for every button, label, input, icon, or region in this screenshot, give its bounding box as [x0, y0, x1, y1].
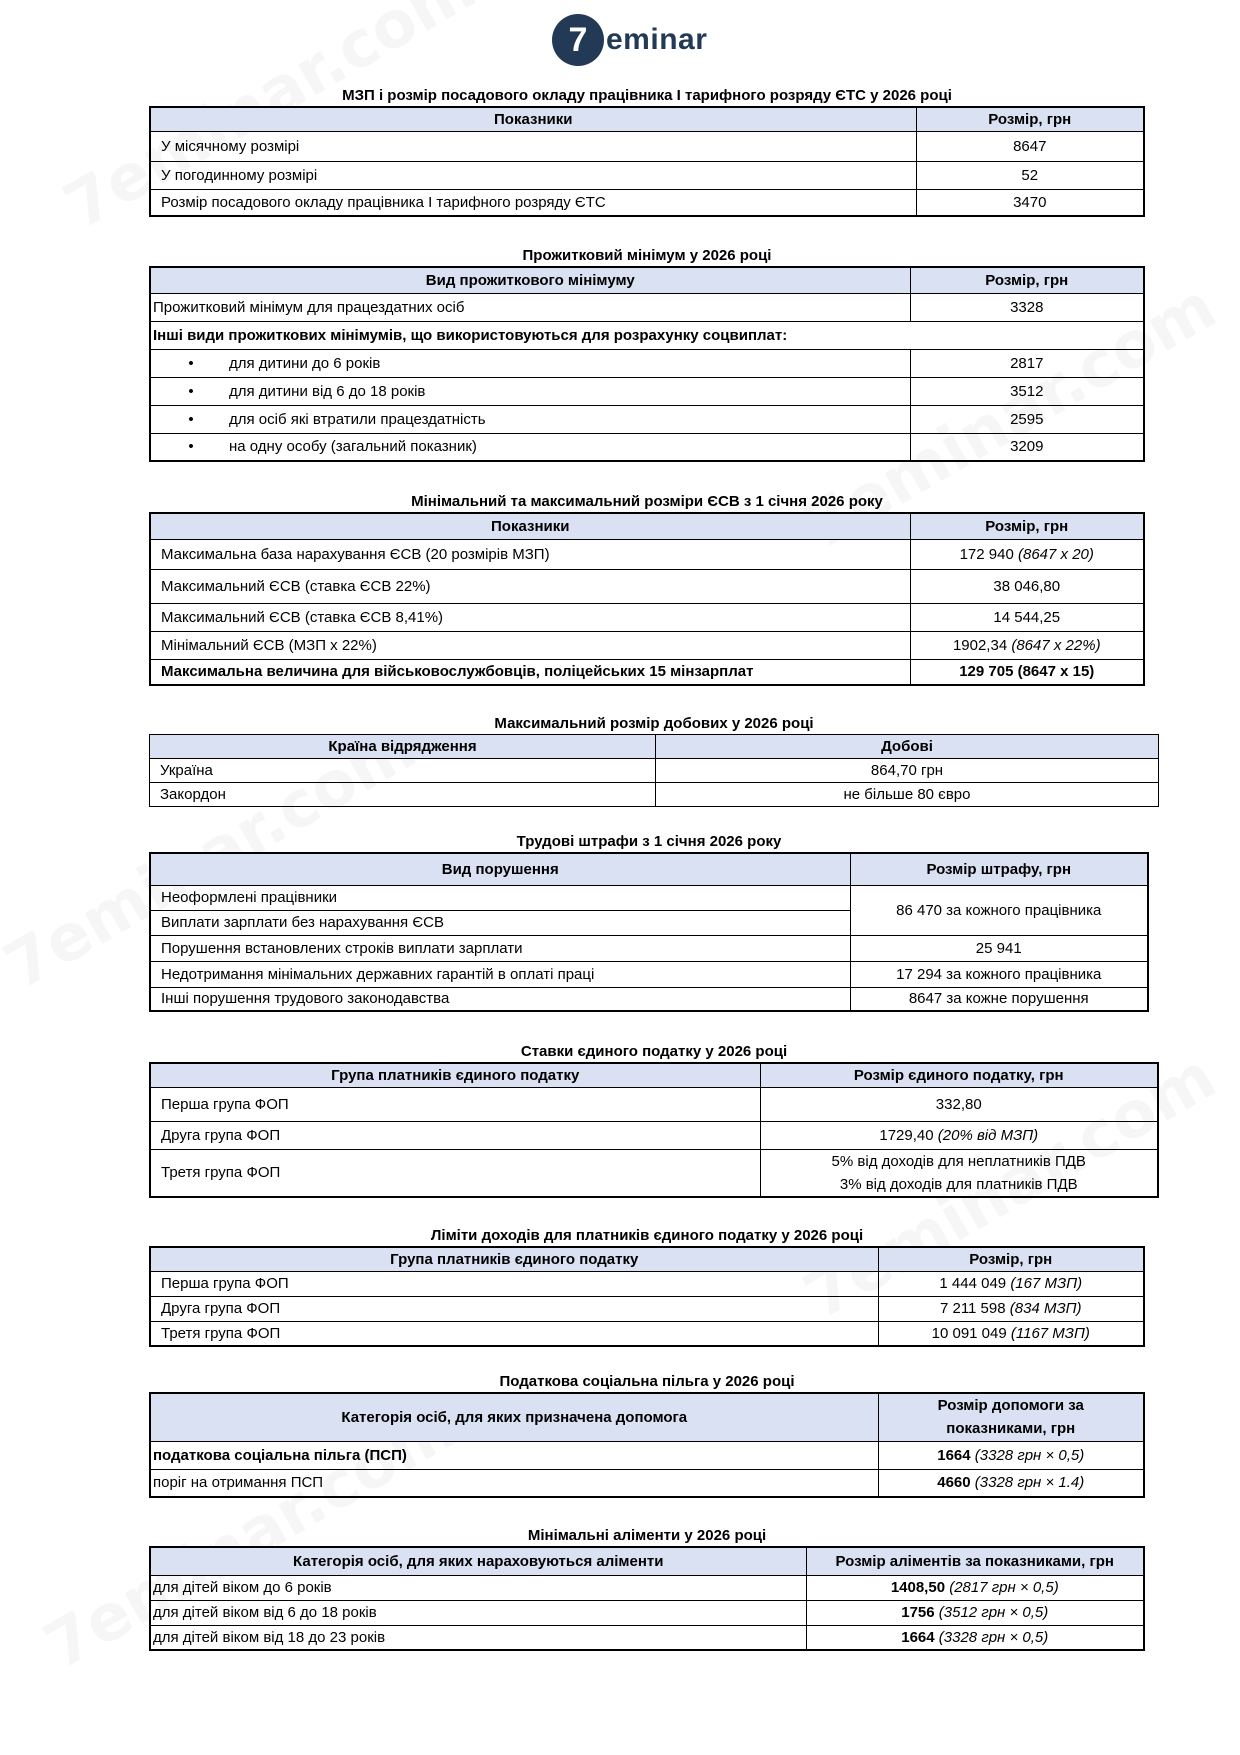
- column-header: Показники: [150, 107, 916, 131]
- column-header: Країна відрядження: [150, 735, 656, 759]
- table-row: [150, 1575, 1144, 1600]
- row-note: (834 МЗП): [1009, 1300, 1082, 1317]
- column-header: Розмір, грн: [910, 267, 1144, 293]
- row-label: Україна: [150, 759, 656, 783]
- row-value: 3328: [910, 293, 1144, 321]
- row-value-line: 3% від доходів для платників ПДВ: [839, 1175, 1078, 1193]
- column-header: Група платників єдиного податку: [150, 1063, 760, 1087]
- table-row: [150, 1087, 1158, 1121]
- row-note: (167 МЗП): [1010, 1275, 1083, 1292]
- row-label: Максимальна величина для військовослужбовців, поліцейських 15 мінзарплат: [150, 659, 910, 685]
- row-note: (2817 грн × 0,5): [949, 1579, 1059, 1596]
- row-value: 1756: [901, 1604, 935, 1621]
- row-value: 38 046,80: [910, 569, 1144, 603]
- section-title: Мінімальний та максимальний розміри ЄСВ з 1 січня 2026 року: [411, 493, 883, 510]
- section-daily-allowance: [149, 712, 1159, 807]
- section-title: Прожитковий мінімум у 2026 році: [522, 247, 772, 264]
- row-label: Закордон: [150, 783, 656, 807]
- row-label: Максимальна база нарахування ЄСВ (20 розмірів МЗП): [150, 539, 910, 569]
- table-row: [150, 961, 1148, 987]
- row-note: (8647 х 20): [1018, 545, 1094, 563]
- daily-allowance-table: [149, 734, 1159, 807]
- row-value: 864,70 грн: [656, 759, 1159, 783]
- row-value: 8647 за кожне порушення: [850, 987, 1148, 1011]
- table-row: [150, 293, 1144, 321]
- row-label: для дитини від 6 до 18 років: [229, 382, 426, 400]
- logo-text: eminar: [606, 23, 708, 56]
- table-row: [150, 935, 1148, 961]
- row-label: Максимальний ЄСВ (ставка ЄСВ 22%): [150, 569, 910, 603]
- table-row: [150, 189, 1144, 216]
- column-header: Вид порушення: [150, 853, 850, 885]
- row-label: для осіб які втратили працездатність: [229, 410, 486, 428]
- table-row: [150, 569, 1144, 603]
- table-row: [150, 1600, 1144, 1625]
- row-value: 1902,34: [952, 636, 1008, 654]
- bullet: •: [188, 354, 194, 372]
- row-value: 25 941: [850, 935, 1148, 961]
- row-label: Порушення встановлених строків виплати зарплати: [150, 935, 850, 961]
- single-tax-rates-table: [149, 1062, 1159, 1198]
- row-value: 332,80: [760, 1087, 1158, 1121]
- row-value: 1664: [937, 1446, 971, 1464]
- column-header: Вид прожиткового мінімуму: [150, 267, 910, 293]
- section-single-tax-rates: [149, 1040, 1159, 1198]
- row-note: (1167 МЗП): [1010, 1324, 1090, 1342]
- row-value-line: 5% від доходів для неплатників ПДВ: [831, 1152, 1086, 1170]
- table-row: [150, 131, 1144, 161]
- table-row: [150, 603, 1144, 631]
- row-label: для дітей віком від 18 до 23 років: [150, 1625, 806, 1650]
- row-value: 2595: [910, 405, 1144, 433]
- column-header: Показники: [150, 513, 910, 539]
- row-label: Мінімальний ЄСВ (МЗП х 22%): [150, 631, 910, 659]
- table-row: [150, 783, 1159, 807]
- section-title: Ліміти доходів для платників єдиного податку у 2026 році: [430, 1227, 864, 1244]
- column-header-line: Розмір допомоги за: [937, 1397, 1084, 1415]
- row-value: 1664: [901, 1628, 935, 1646]
- subsistence-minimum-table: [149, 266, 1145, 462]
- section-title: МЗП і розмір посадового окладу працівника І тарифного розряду ЄТС у 2026 році: [342, 87, 952, 104]
- row-value: 8647: [916, 131, 1144, 161]
- row-label: Третя група ФОП: [150, 1149, 760, 1197]
- bullet: •: [188, 410, 194, 428]
- table-row: [150, 1121, 1158, 1149]
- table-row: [150, 1296, 1144, 1321]
- section-labor-fines: [149, 830, 1149, 1012]
- table-row: [150, 1149, 1158, 1197]
- row-value: 1 444 049: [939, 1275, 1007, 1292]
- logo-mark: 7: [552, 14, 604, 66]
- column-header: Розмір, грн: [910, 513, 1144, 539]
- column-header: Розмір штрафу, грн: [850, 853, 1148, 885]
- row-label: Недотримання мінімальних державних гарантій в оплаті праці: [150, 961, 850, 987]
- row-label: Перша група ФОП: [150, 1087, 760, 1121]
- row-label: податкова соціальна пільга (ПСП): [150, 1441, 878, 1469]
- section-minimum-wage: [149, 84, 1145, 217]
- row-value: 129 705 (8647 х 15): [910, 659, 1144, 685]
- row-value: 10 091 049: [931, 1324, 1007, 1342]
- table-row: [150, 885, 1148, 910]
- row-value: 172 940: [959, 545, 1014, 563]
- income-limits-table: [149, 1246, 1145, 1347]
- table-row: [150, 161, 1144, 189]
- table-row: [150, 433, 1144, 461]
- row-label: Третя група ФОП: [150, 1321, 878, 1346]
- row-note: (3328 грн × 1.4): [974, 1474, 1085, 1492]
- section-title: Трудові штрафи з 1 січня 2026 року: [516, 833, 782, 850]
- section-title: Максимальний розмір добових у 2026 році: [494, 715, 814, 732]
- column-header: Розмір, грн: [878, 1247, 1144, 1271]
- column-header: Категорія осіб, для яких нараховуються аліменти: [150, 1547, 806, 1575]
- table-row: [150, 1321, 1144, 1346]
- row-label: У місячному розмірі: [150, 131, 916, 161]
- row-value: 17 294 за кожного працівника: [850, 961, 1148, 987]
- row-label: Неоформлені працівники: [150, 885, 850, 910]
- row-value: 3470: [916, 189, 1144, 216]
- column-header: Добові: [656, 735, 1159, 759]
- esv-table: [149, 512, 1145, 686]
- row-value: 1729,40: [879, 1126, 934, 1144]
- bullet: •: [188, 438, 194, 456]
- table-row: [150, 659, 1144, 685]
- row-note: (3512 грн × 0,5): [938, 1604, 1049, 1621]
- row-value: 7 211 598: [939, 1300, 1006, 1317]
- row-label: Виплати зарплати без нарахування ЄСВ: [150, 910, 850, 935]
- row-label: Прожитковий мінімум для працездатних осіб: [150, 293, 910, 321]
- logo: [552, 14, 707, 66]
- row-label: У погодинному розмірі: [150, 161, 916, 189]
- table-row: [150, 321, 1144, 349]
- row-label: на одну особу (загальний показник): [229, 438, 477, 456]
- minimum-wage-table: [149, 106, 1145, 217]
- table-row: [150, 631, 1144, 659]
- row-label: поріг на отримання ПСП: [150, 1469, 878, 1497]
- row-label: для дитини до 6 років: [229, 354, 381, 372]
- labor-fines-table: [149, 852, 1149, 1012]
- section-income-limits: [149, 1224, 1145, 1347]
- row-value: 3209: [910, 433, 1144, 461]
- table-row: [150, 1625, 1144, 1650]
- table-row: [150, 1271, 1144, 1296]
- table-row: [150, 405, 1144, 433]
- section-title: Мінімальні аліменти у 2026 році: [527, 1527, 767, 1544]
- row-label: Розмір посадового окладу працівника І тарифного розряду ЄТС: [150, 189, 916, 216]
- table-row: [150, 377, 1144, 405]
- row-label: для дітей віком від 6 до 18 років: [150, 1600, 806, 1625]
- column-header-line: показниками, грн: [946, 1420, 1076, 1438]
- row-value: 3512: [910, 377, 1144, 405]
- row-note: (3328 грн × 0,5): [974, 1446, 1085, 1464]
- bullet: •: [188, 382, 194, 400]
- row-note: (3328 грн × 0,5): [938, 1628, 1049, 1646]
- row-label: Максимальний ЄСВ (ставка ЄСВ 8,41%): [150, 603, 910, 631]
- row-label: для дітей віком до 6 років: [150, 1575, 806, 1600]
- table-row: [150, 1441, 1144, 1469]
- other-minimums-heading: Інші види прожиткових мінімумів, що використовуються для розрахунку соцвиплат:: [150, 321, 1144, 349]
- row-value: 14 544,25: [910, 603, 1144, 631]
- row-value: 4660: [937, 1474, 971, 1492]
- row-label: Друга група ФОП: [150, 1296, 878, 1321]
- section-title: Податкова соціальна пільга у 2026 році: [499, 1373, 795, 1390]
- row-note: (8647 х 22%): [1011, 636, 1101, 654]
- row-note: (20% від МЗП): [937, 1126, 1039, 1144]
- column-header: Розмір аліментів за показниками, грн: [806, 1547, 1144, 1575]
- row-value: 2817: [910, 349, 1144, 377]
- row-label: Перша група ФОП: [150, 1271, 878, 1296]
- tax-social-benefit-table: [149, 1392, 1145, 1498]
- section-minimum-alimony: [149, 1524, 1145, 1651]
- column-header: Розмір, грн: [916, 107, 1144, 131]
- table-row: [150, 1469, 1144, 1497]
- minimum-alimony-table: [149, 1546, 1145, 1651]
- table-row: [150, 987, 1148, 1011]
- section-tax-social-benefit: [149, 1370, 1145, 1498]
- column-header: Розмір єдиного податку, грн: [760, 1063, 1158, 1087]
- column-header: Категорія осіб, для яких призначена допомога: [150, 1393, 878, 1441]
- row-value: не більше 80 євро: [656, 783, 1159, 807]
- row-label: Друга група ФОП: [150, 1121, 760, 1149]
- section-subsistence-minimum: [149, 244, 1145, 462]
- section-esv: [149, 490, 1145, 686]
- row-label: Інші порушення трудового законодавства: [150, 987, 850, 1011]
- row-value: 1408,50: [890, 1579, 946, 1596]
- table-row: [150, 539, 1144, 569]
- section-title: Ставки єдиного податку у 2026 році: [520, 1043, 788, 1060]
- table-row: [150, 349, 1144, 377]
- column-header: Група платників єдиного податку: [150, 1247, 878, 1271]
- row-value: 52: [916, 161, 1144, 189]
- row-value: 86 470 за кожного працівника: [850, 885, 1148, 935]
- table-row: [150, 759, 1159, 783]
